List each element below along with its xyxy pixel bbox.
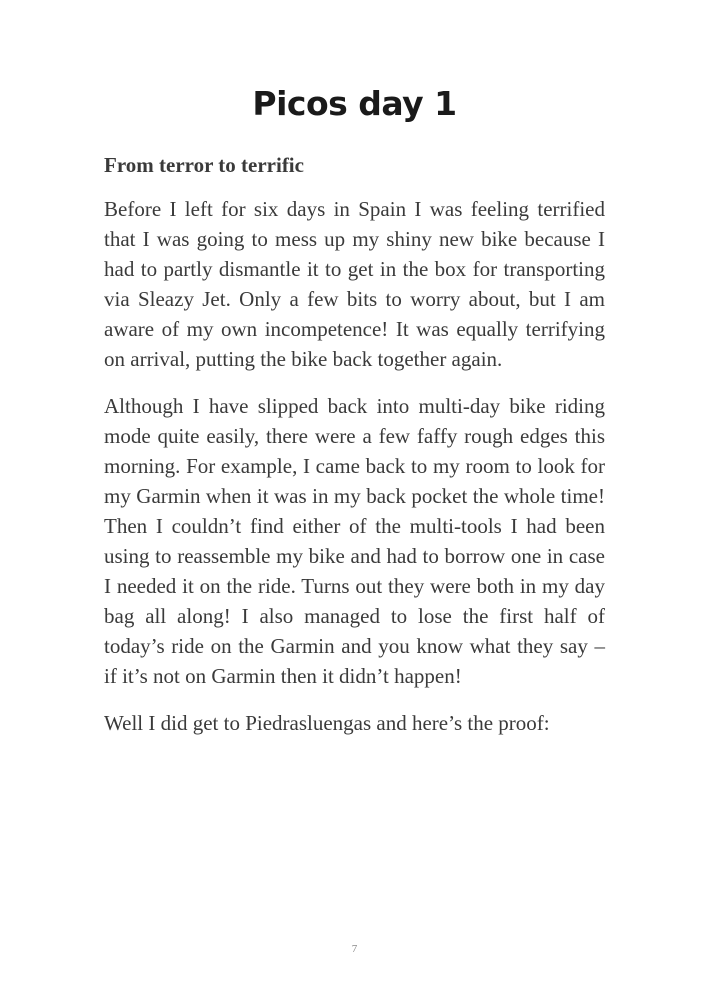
- article-body: [104, 150, 605, 755]
- paragraph-2: Although I have slipped back into multi-day bike riding mode quite easily, there were a few faffy rough edges this morning. For example, I came back to my room to look for my Garmin when it was in my back pocket the whole time! Then I couldn’t find either of the multi-tools I had been using to reassemble my bike and had to borrow one in case I needed it on the ride. Turns out they were both in my day bag all along! I also managed to lose the first half of today’s ride on the Garmin and you know what they say – if it’s not on Garmin then it didn’t happen!: [104, 394, 605, 688]
- article-subtitle: From terror to terrific: [104, 153, 304, 177]
- paragraph-1: Before I left for six days in Spain I was feeling terrified that I was going to mess up my shiny new bike because I had to partly dismantle it to get in the box for transporting via Sleazy Jet. Only a few bits to worry about, but I am aware of my own incompetence! It was equally terrifying on arrival, putting the bike back together again.: [104, 197, 605, 371]
- paragraph-3: Well I did get to Piedrasluengas and here’s the proof:: [104, 711, 550, 735]
- page-number: 7: [351, 943, 358, 955]
- page-title: Picos day 1: [252, 84, 457, 123]
